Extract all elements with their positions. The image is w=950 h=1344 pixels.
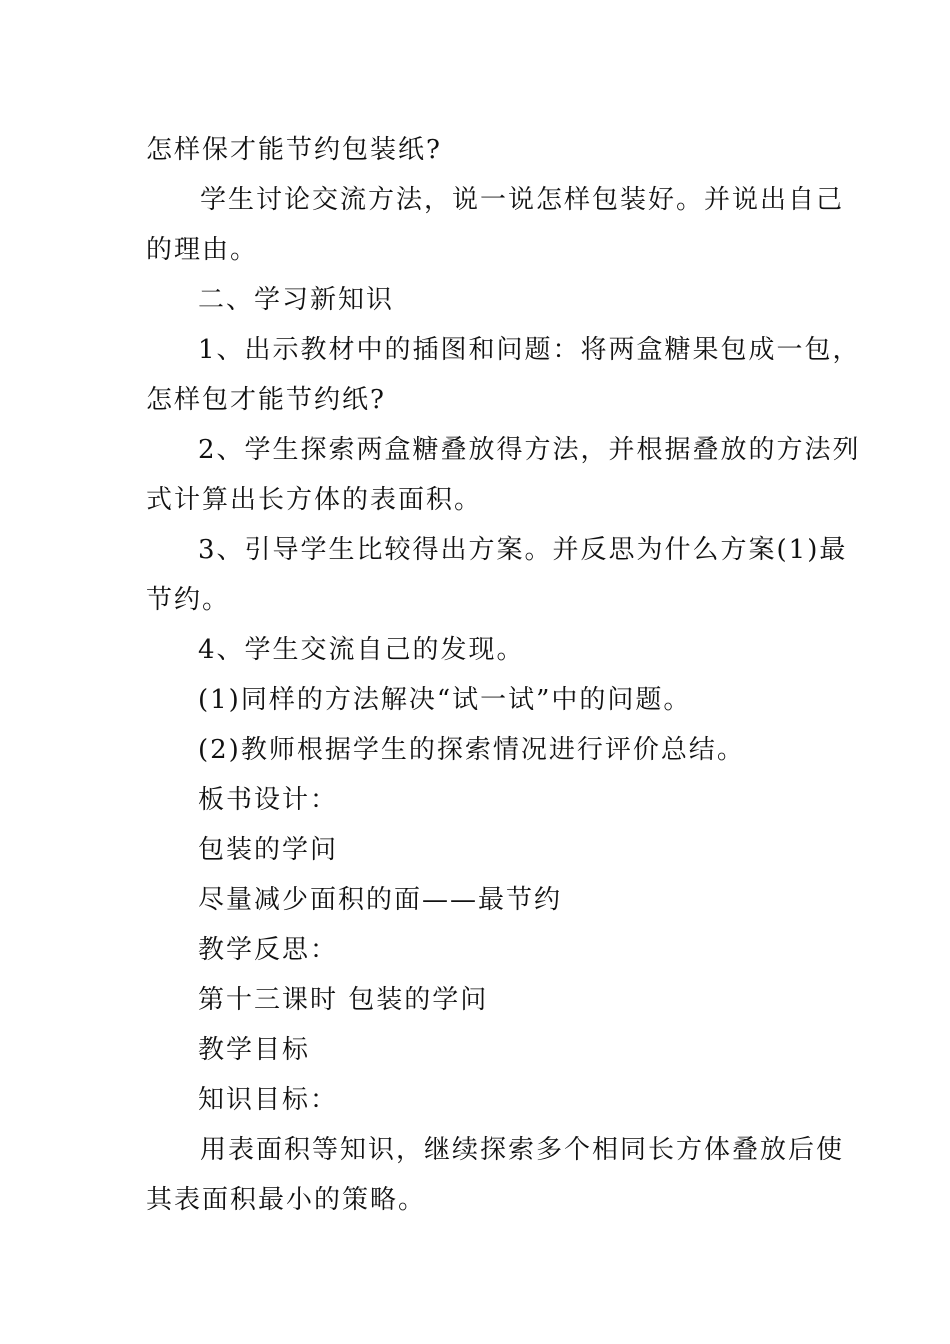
text-line: 1、出示教材中的插图和问题：将两盒糖果包成一包， [198, 335, 861, 365]
text-line: 节约。 [146, 585, 231, 615]
text-line: 怎样保才能节约包装纸? [146, 135, 442, 165]
text-line: 怎样包才能节约纸? [146, 385, 386, 415]
text-line: (2)教师根据学生的探索情况进行评价总结。 [198, 735, 745, 765]
text-line: 其表面积最小的策略。 [146, 1185, 427, 1215]
text-line: 3、引导学生比较得出方案。并反思为什么方案(1)最 [198, 535, 848, 565]
text-line: 用表面积等知识，继续探索多个相同长方体叠放后使 [200, 1135, 845, 1165]
text-line: 知识目标： [198, 1085, 339, 1115]
text-line: 尽量减少面积的面——最节约 [198, 885, 563, 915]
text-line: (1)同样的方法解决“试一试”中的问题。 [198, 685, 692, 715]
text-line: 学生讨论交流方法，说一说怎样包装好。并说出自己 [200, 185, 845, 215]
text-line: 包装的学问 [198, 835, 339, 865]
text-line: 式计算出长方体的表面积。 [146, 485, 483, 515]
text-line: 的理由。 [146, 235, 259, 265]
text-line: 板书设计： [198, 785, 339, 815]
text-line: 4、学生交流自己的发现。 [198, 635, 525, 665]
text-line: 教学反思： [198, 935, 339, 965]
section-heading: 二、学习新知识 [198, 285, 395, 315]
lesson-title: 第十三课时 包装的学问 [198, 985, 489, 1015]
text-line: 2、学生探索两盒糖叠放得方法，并根据叠放的方法列 [198, 435, 861, 465]
text-line: 教学目标 [198, 1035, 311, 1065]
